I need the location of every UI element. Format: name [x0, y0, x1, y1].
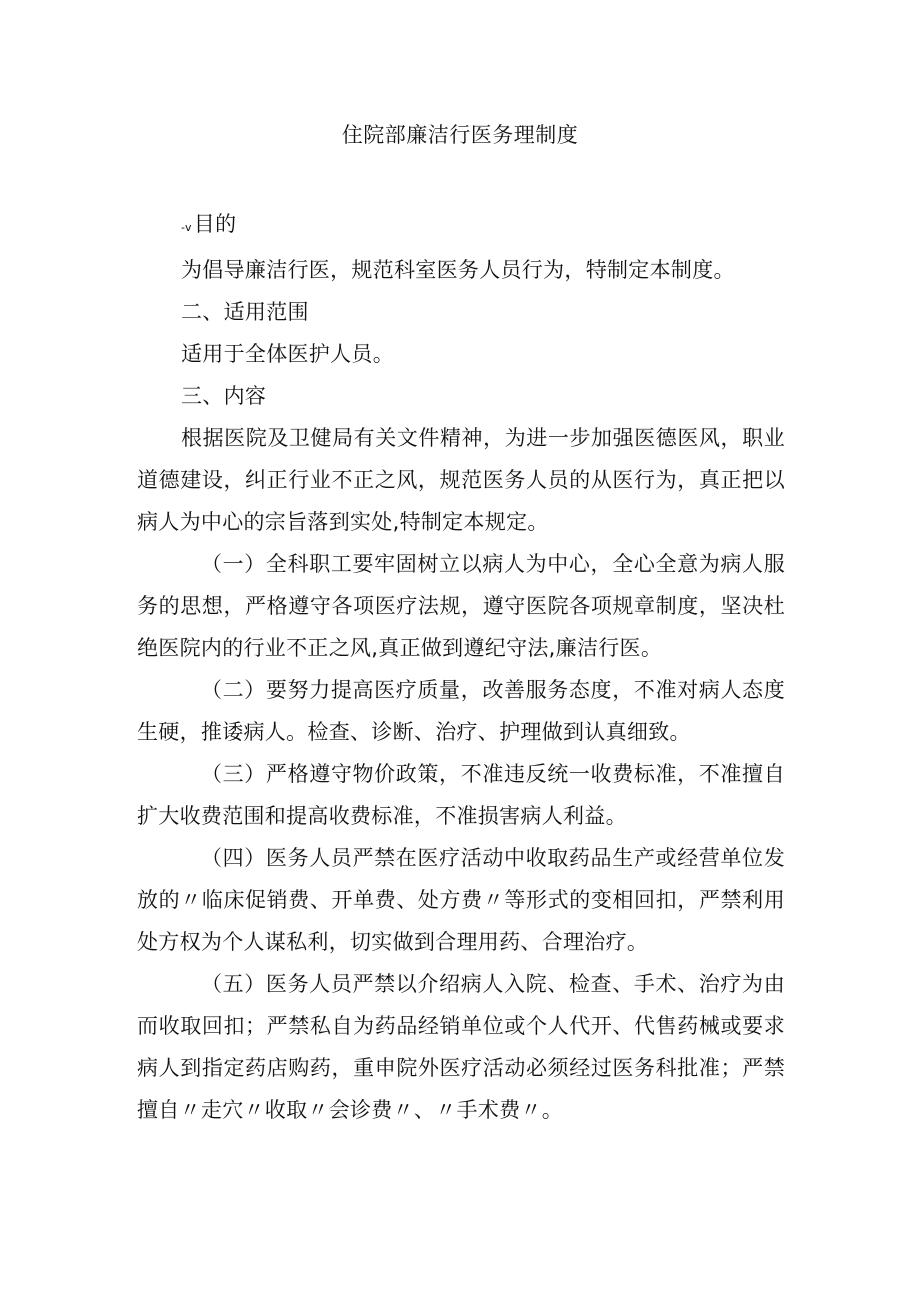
section-body-content: 根据医院及卫健局有关文件精神，为进一步加强医德医风，职业道德建设，纠正行业不正之风，规范医务人员的从医行为，真正把以病人为中心的宗旨落到实处,特制定本规定。	[137, 426, 785, 534]
document-body	[137, 203, 785, 1131]
clause-1: （一）全科职工要牢固树立以病人为中心，全心全意为病人服务的思想，严格遵守各项医疗法规，遵守医院各项规章制度，坚决杜绝医院内的行业不正之风,真正做到遵纪守法,廉洁行医。	[137, 552, 785, 660]
clause-4: （四）医务人员严禁在医疗活动中收取药品生产或经营单位发放的〃临床促销费、开单费、处方费〃等形式的变相回扣，严禁利用处方权为个人谋私利，切实做到合理用药、合理治疗。	[137, 846, 785, 954]
document-title: 住院部廉洁行医务理制度	[341, 123, 579, 147]
clause-2: （二）要努力提高医疗质量，改善服务态度，不准对病人态度生硬，推诿病人。检查、诊断、治疗、护理做到认真细致。	[137, 678, 785, 744]
heading-mark: -v	[181, 221, 192, 234]
section-body-scope: 适用于全体医护人员。	[181, 342, 394, 366]
clause-3: （三）严格遵守物价政策，不准违反统一收费标准，不准擅自扩大收费范围和提高收费标准，不准损害病人利益。	[137, 762, 785, 828]
section-heading-scope: 二、适用范围	[181, 300, 309, 324]
section-body-purpose: 为倡导廉洁行医，规范科室医务人员行为，特制定本制度。	[181, 258, 735, 282]
clause-5: （五）医务人员严禁以介绍病人入院、检查、手术、治疗为由而收取回扣；严禁私自为药品经销单位或个人代开、代售药械或要求病人到指定药店购药，重申院外医疗活动必须经过医务科批准；严禁擅自〃走穴〃收取〃会诊费〃、〃手术费〃。	[137, 972, 785, 1122]
heading-text: 目的	[193, 212, 237, 236]
section-heading-content: 三、内容	[181, 384, 267, 408]
section-heading-purpose	[137, 203, 785, 249]
